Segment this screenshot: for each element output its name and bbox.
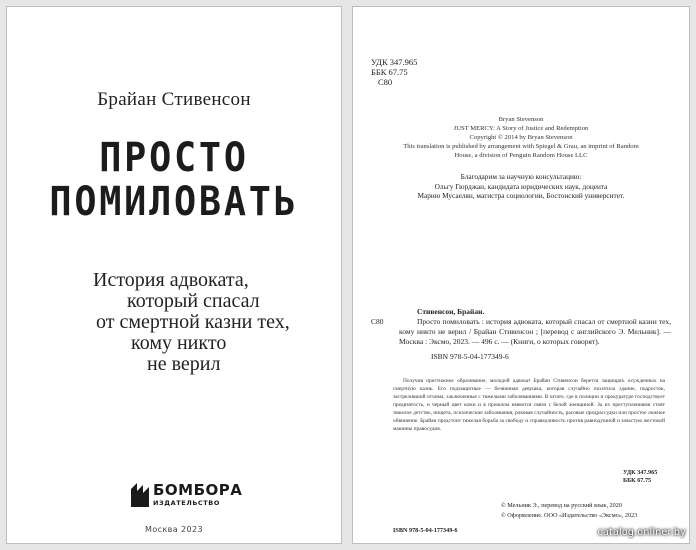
subtitle-line: История адвоката, (93, 269, 249, 291)
subtitle-line: от смертной казни тех, (96, 311, 290, 333)
subtitle-line: кому никто (131, 332, 227, 354)
left-page (6, 6, 342, 544)
bbk-code: ББК 67.75 (371, 67, 408, 77)
isbn-bottom: ISBN 978-5-04-177349-6 (393, 527, 458, 534)
bombora-logo-icon (129, 479, 151, 509)
udk-code-bottom: УДК 347.965 (623, 469, 658, 476)
orig-line: House, a division of Penguin Random House LLC (454, 152, 588, 159)
author-mark: С80 (378, 77, 393, 87)
copyright-line: © Оформление. ООО «Издательство «Эксмо», 2023 (501, 511, 638, 519)
orig-line: Copyright © 2014 by Bryan Stevenson (469, 134, 573, 141)
publisher-logo (125, 477, 243, 517)
udk-code: УДК 347.965 (371, 57, 418, 67)
book-author: Брайан Стивенсон (97, 89, 251, 110)
thanks-line: Благодарим за научную консультацию: (460, 172, 582, 181)
book-title-line-1: ПРОСТО (99, 135, 249, 181)
bibliographic-record (371, 307, 671, 362)
publisher-name: БОМБОРА (153, 481, 243, 499)
orig-line: This translation is published by arrangement with Spiegel & Grau, an imprint of Random (403, 143, 639, 150)
publish-city-year: Москва 2023 (145, 525, 203, 534)
orig-line: Bryan Stevenson (498, 116, 544, 123)
biblio-code: С80 (371, 317, 384, 326)
book-annotation: Получив престижное образование, молодой адвокат Брайан Стивенсон берется защищать осужденных на смертную казнь. Его подзащитные — безвинная девушка, которая случайно похитила здание, подросток, застреливший отчима, заключенные с тяжелыми заболеваниями. В штате, где в полиции и прокуратуре господствует предвзятость, и черный цвет кожи и в прошлом имеются связи с белой женщиной. За их преступлениями стоят тяжелое детство, нищета, психические заболевания, роковая случайность, расовые предрассудки или простое ложное обвинение. Брайан предстоит тяжелая борьба за свободу и справедливость против равнодушной и зачастую жестокой машины правосудия. (393, 378, 665, 432)
subtitle-line: который спасал (127, 290, 260, 312)
thanks-line: Ольгу Гюрджан, кандидата юридических наук, доцента (434, 181, 608, 191)
isbn: ISBN 978-5-04-177349-6 (431, 352, 509, 361)
book-title-line-2: ПОМИЛОВАТЬ (49, 179, 299, 225)
biblio-author: Стивенсон, Брайан. (417, 307, 485, 316)
site-watermark: catalog.onliner.by (597, 527, 686, 538)
copyright-line: © Мельник Э., перевод на русский язык, 2020 (501, 502, 622, 509)
subtitle-line: не верил (147, 353, 221, 375)
publisher-subtitle: ИЗДАТЕЛЬСТВО (153, 499, 220, 507)
right-page (352, 6, 690, 544)
library-codes-bottom (623, 469, 657, 485)
orig-line: JUST MERCY: A Story of Justice and Redemption (453, 125, 589, 132)
library-codes (371, 57, 417, 87)
copyright-notice (501, 501, 637, 520)
thanks-line: Марию Мусаелян, магистра социологии, Бостонский университет. (417, 191, 625, 200)
original-edition-info (353, 115, 689, 160)
bbk-code-bottom: ББК 67.75 (623, 477, 652, 484)
biblio-description: Просто помиловать : история адвоката, который спасал от смертной казни тех, кому никто не верил / Брайан Стивенсон ; [перевод с английского Э. Мельник]. — Москва : Эксмо, 2023. — 496 с. — (Книги, о которых говорят). (399, 317, 671, 346)
acknowledgements (353, 172, 689, 201)
